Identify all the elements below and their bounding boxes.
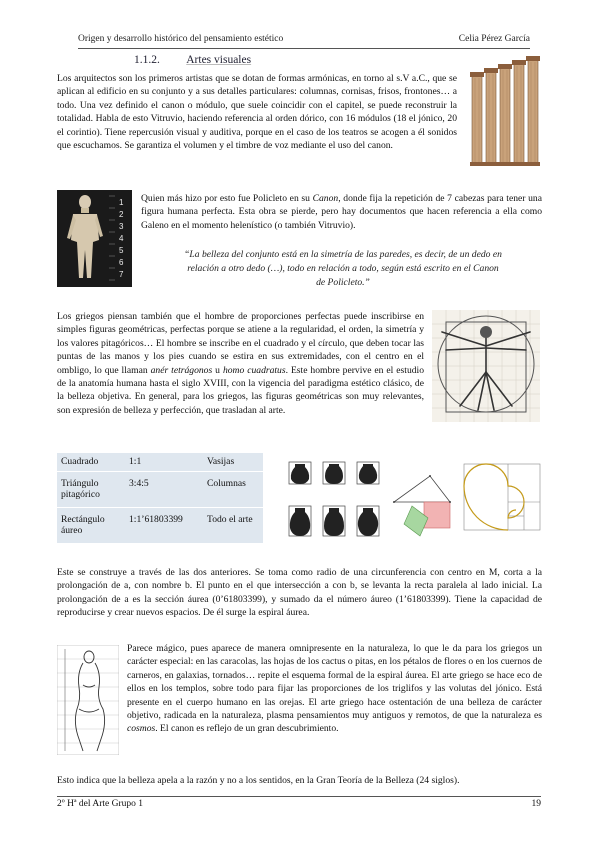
footer-course: 2º Hª del Arte Grupo 1: [57, 799, 144, 809]
canon-number-label: 4: [119, 234, 124, 243]
table-cell: Rectángulo áureo: [57, 507, 125, 543]
table-row: [57, 453, 263, 471]
section-number: 1.1.2.: [134, 54, 160, 66]
header-author: Celia Pérez García: [458, 34, 530, 44]
table-cell: Vasijas: [203, 453, 263, 471]
paragraph-architecture: Los arquitectos son los primeros artistas que se dotan de formas armónicas, en torno al s.V a.C., que se aplican al edificio en su conjunto y a sus detalles particulares: columnas, cornisas, frisos, frontones… a todo. Una vez definido el canon o módulo, que suele coincidir con el capitel, se puede reconstruir la totalidad. Habla de esto Vitruvio, haciendo referencia al orden dórico, con 16 módulos (18 el jónico, 20 el corintio). Tiene repercusión visual y auditiva, porque en el caso de los teatros se acogen a él sonidos que escuchamos. Se garantiza el volumen y el timbre de voz mediante el uso del canon.: [57, 73, 457, 152]
text-run: Parece mágico, pues aparece de manera omnipresente en la naturaleza, lo que le da para los griegos un carácter especial: en las caracolas, las hojas de los cactus o pitas, en los pétalos de flores o en los cuernos de carneros, en galaxias, tornados… repite el esquema formal de la espiral áurea. El arte griego se hace eco de ellos en los templos, sobre todo para fijar las proporciones de los triglifos y las volutas del jónico. Está presente en el cuerpo humano en las orejas. El arte griego hace ostentación de una belleza de carácter objetivo, radicada en la naturaleza, plasma pensamientos muy antiguos y remotos, de que la naturaleza es: [127, 643, 542, 722]
golden-spiral-diagram: [462, 462, 542, 532]
table-row: [57, 471, 263, 507]
text-run: Quien más hizo por esto fue Policleto en su: [141, 193, 313, 204]
canon-title: Canon: [312, 193, 339, 204]
polykleitos-canon-image: [57, 190, 132, 287]
paragraph-golden-section: Este se construye a través de las dos anteriores. Se toma como radio de una circunferencia con centro en M, corta a la prolongación de a, con nombre b. El punto en el que intersección a con b, se levanta la recta paralela al lado inicial. La prolongación de a es la sección áurea (0’61803399), y sumado da el número áureo (1’61803399). Tiene la capacidad de reproducirse y crear nuevos espacios. De él surge la espiral áurea.: [57, 567, 542, 619]
canon-number-label: 5: [119, 246, 124, 255]
term-aner-tetragonos: anér tetrágonos: [150, 364, 213, 376]
paragraph-conclusion: Esto indica que la belleza apela a la razón y no a los sentidos, en la Gran Teoría de la Belleza (24 siglos).: [57, 775, 460, 786]
section-title: Artes visuales: [186, 54, 252, 66]
canon-number-label: 3: [119, 222, 124, 231]
greek-vases-diagram: [287, 458, 385, 546]
text-run: . El canon es reflejo de un gran descubrimiento.: [155, 723, 339, 735]
canon-number-label: 2: [119, 210, 124, 219]
term-homo-cuadratus: homo cuadratus: [222, 364, 286, 376]
term-cosmos: cosmos: [127, 723, 156, 735]
page-header: [78, 34, 530, 48]
table-cell: Cuadrado: [57, 453, 125, 471]
paragraph-vitruvian-man: [57, 310, 424, 417]
table-cell: 1:1’61803399: [125, 507, 203, 543]
table-cell: Todo el arte: [203, 507, 263, 543]
footer-rule: [57, 796, 541, 797]
pythagorean-triangle-diagram: [390, 462, 458, 546]
canon-number-label: 7: [119, 270, 124, 279]
table-cell: 1:1: [125, 453, 203, 471]
canon-number-label: 1: [119, 198, 124, 207]
table-cell: Columnas: [203, 471, 263, 507]
header-title: Origen y desarrollo histórico del pensamiento estético: [78, 34, 284, 44]
vitruvian-man-image: [432, 310, 540, 422]
paragraph-nature-spiral: [127, 642, 542, 736]
page-number: 19: [531, 799, 541, 809]
text-run: Los griegos piensan también que el hombre de proporciones perfectas puede inscribirse en simples figuras geométricas, perfectas porque se atiene a la regularidad, el orden, la simetría y los valores pitagóricos… El hombre se inscribe en el cuadrado y el círculo, que deben tocar las puntas de las manos y los pies cuando se estira en sus extremidades, con el centro en el ombligo, lo que llaman: [57, 311, 424, 376]
table-cell: Triángulo pitagórico: [57, 471, 125, 507]
text-run: u: [212, 364, 223, 376]
section-heading: [134, 54, 251, 66]
paragraph-polykleitos: [141, 192, 542, 232]
canon-number-label: 6: [119, 258, 124, 267]
quote-vitruvius: “La belleza del conjunto está en la simetría de las paredes, es decir, de un dedo en relación a otro dedo (…), todo en relación a todo, según está escrito en el Canon de Policleto.”: [184, 249, 502, 288]
classical-columns-image: [468, 56, 544, 172]
proportions-table: [57, 453, 263, 544]
text-run: , donde fija la repetición de 7 cabezas para tener una figura humana perfecta. Esta obra se pierde, pero hay documentos que hacen referencia a ella como Galeno en el momento helenístico (o también Vitruvio).: [141, 193, 542, 231]
header-rule: [78, 48, 530, 49]
text-run: . Este hombre pervive en el estudio de la anatomía humana hasta el siglo XVIII, con la vigencia del paradigma estético clásico, de la belleza objetiva. En general, para los griegos, las figuras geométricas son muy relevantes, son expresión de belleza y perfección, que trasladan al arte.: [57, 364, 425, 416]
sculpture-proportions-drawing: [57, 645, 119, 755]
table-cell: 3:4:5: [125, 471, 203, 507]
table-row: [57, 507, 263, 543]
